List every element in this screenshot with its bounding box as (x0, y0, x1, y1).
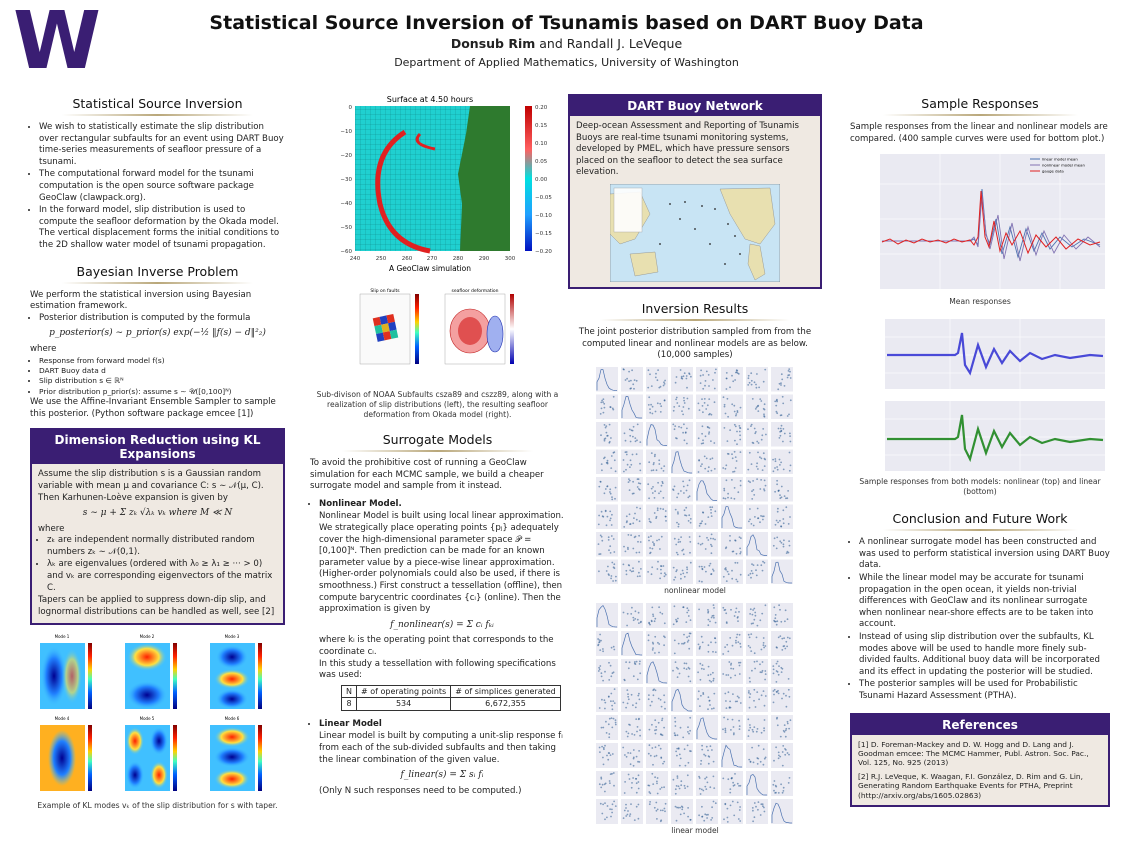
pairplot-cell (746, 771, 768, 796)
pairplot-cell (621, 367, 643, 392)
inversion-text: The joint posterior distribution sampled from from the computed linear and nonlinear models are as below. (10,000 samples) (578, 326, 812, 361)
pairplot-cell (696, 799, 718, 824)
surrogate-rule (342, 450, 533, 452)
bip-body (30, 290, 285, 421)
pairplot-cell (671, 659, 693, 684)
pairplot-cell (721, 659, 743, 684)
table-header-row (342, 685, 561, 698)
pairplot-cell (671, 743, 693, 768)
conclusion-title: Conclusion and Future Work (892, 511, 1068, 527)
pairplot-cell (746, 532, 768, 557)
pairplot-cell (596, 477, 618, 502)
deformation-title: seafloor deformation (451, 289, 499, 294)
pairplot-cell (646, 449, 668, 474)
kl-mode-1-label: Mode 1 (54, 634, 70, 640)
pairplot-cell (596, 799, 618, 824)
pairplot-cell (621, 504, 643, 529)
bip-intro: We perform the statistical inversion using Bayesian estimation framework. (30, 289, 252, 312)
table-cell-simplices: 6,672,355 (451, 698, 561, 711)
linear-pairplot (595, 602, 795, 826)
pairplot-cell (646, 394, 668, 419)
pairplot-cell (596, 659, 618, 684)
svg-text:nonlinear model mean: nonlinear model mean (1042, 162, 1085, 168)
poster-authors (180, 36, 953, 51)
svg-text:0.10: 0.10 (535, 141, 548, 147)
pairplot-cell (771, 659, 793, 684)
pairplot-cell (621, 743, 643, 768)
pairplot-cell (596, 422, 618, 447)
pairplot-cell (771, 687, 793, 712)
surrogate-intro: To avoid the prohibitive cost of running a GeoClaw simulation for each MCMC sample, we build a cheaper surrogate model and sample from it instead. (310, 458, 544, 492)
pairplot-cell (721, 477, 743, 502)
conclusion-bullet-3: • Instead of using slip distribution over the subfaults, KL modes above will be used to handle more finely sub-divided faults. Additional buoy data will be incorporated and its effect in updating the posterior will be studied. (859, 632, 1110, 678)
author-2: Randall J. LeVeque (566, 36, 683, 51)
pairplot-cell (646, 559, 668, 584)
pairplot-cell (771, 532, 793, 557)
pairplot-cell (771, 504, 793, 529)
pairplot-cell (771, 631, 793, 656)
pairplot-cell (621, 771, 643, 796)
conclusion-rule (883, 529, 1078, 531)
subfault-caption: Sub-divison of NOAA Subfaults csza89 and cszz89, along with a realization of slip distributions (left), the resulting seafloor deformation from Okada model (right). (316, 390, 559, 419)
bip-where: where (30, 343, 57, 354)
pairplot-cell (771, 715, 793, 740)
conclusion-bullet-4: • The posterior samples will be used for Probabilistic Tsunami Hazard Assessment (PTHA). (859, 679, 1110, 702)
table-cell-ops: 534 (356, 698, 450, 711)
sample-responses-title: Sample Responses (921, 96, 1039, 111)
inversion-title: Inversion Results (641, 300, 749, 316)
pairplot-cell (596, 771, 618, 796)
kl-mode-4 (40, 716, 92, 791)
dart-map (610, 184, 780, 282)
nonlinear-p1: Nonlinear Model is built using local linear approximation. We strategically place operating points {pⱼ} adequately cover the high-dimensional parameter space 𝒫 = [0,100]ᴺ. Then prediction can be made for an known parameter value by a piece-wise linear approximation. (Higher-order polynomials could also be used, if there is smoothness.) First construct a tessellation (offline), then compute barycentric coordinates {cᵢ} (online). Then the approximation is given by (319, 511, 564, 615)
pairplot-cell (721, 504, 743, 529)
kl-bullet-2: • λₖ are eigenvalues (ordered with λ₀ ≥ λ₁ ≥ ··· > 0) and vₖ are corresponding eigenvectors of the matrix C. (47, 559, 277, 594)
pairplot-cell (721, 799, 743, 824)
svg-text:linear model mean: linear model mean (1042, 156, 1078, 162)
svg-text:−40: −40 (340, 201, 352, 207)
bip-title: Bayesian Inverse Problem (76, 263, 239, 279)
linear-samples-plot (850, 397, 1110, 477)
uw-logo (8, 10, 106, 72)
svg-text:−30: −30 (340, 177, 352, 183)
kl-mode-6 (210, 716, 262, 791)
svg-text:0.15: 0.15 (535, 123, 548, 129)
svg-text:−60: −60 (340, 249, 352, 255)
pairplot-cell (696, 504, 718, 529)
mean-responses-plot (850, 149, 1110, 297)
ssi-body (30, 122, 285, 252)
pairplot-cell (746, 394, 768, 419)
svg-text:0.00: 0.00 (535, 177, 548, 183)
pairplot-cell (646, 504, 668, 529)
pairplot-cell (596, 631, 618, 656)
svg-text:−0.15: −0.15 (535, 231, 552, 237)
pairplot-cell (746, 715, 768, 740)
pairplot-cell (671, 477, 693, 502)
references-body (852, 735, 1108, 805)
table-head-ops: # of operating points (356, 685, 450, 698)
kl-box (30, 428, 285, 625)
pairplot-cell (696, 449, 718, 474)
kl-equation: s ∼ μ + Σ zₖ √λₖ vₖ where M ≪ N (82, 508, 233, 519)
pairplot-cell (746, 422, 768, 447)
pairplot-cell (646, 659, 668, 684)
pairplot-cell (646, 477, 668, 502)
pairplot-cell (621, 687, 643, 712)
author-1: Donsub Rim (450, 36, 536, 51)
dart-body (570, 116, 820, 287)
bip-where-1: • Response from forward model f(s) (39, 356, 285, 365)
pairplot-cell (721, 687, 743, 712)
pairplot-cell (671, 504, 693, 529)
pairplot-cell (646, 687, 668, 712)
pairplot-cell (696, 367, 718, 392)
svg-text:−0.10: −0.10 (535, 213, 552, 219)
sample-responses-caption: Sample responses from both models: nonlinear (top) and linear (bottom) (859, 477, 1101, 497)
table-row (342, 698, 561, 711)
svg-text:240: 240 (349, 256, 361, 262)
pairplot-cell (646, 743, 668, 768)
svg-text:260: 260 (401, 256, 413, 262)
subfault-figure (310, 286, 565, 386)
kl-bullet-1: • zₖ are independent normally distributed random numbers zₖ ∼ 𝒩(0,1). (47, 535, 277, 558)
pairplot-cell (671, 559, 693, 584)
pairplot-cell (771, 559, 793, 584)
linear-body (310, 731, 565, 797)
dart-box (568, 94, 822, 289)
kl-mode-3 (210, 634, 262, 709)
kl-mode-6-label: Mode 6 (224, 716, 240, 722)
table-cell-n: 8 (342, 698, 357, 711)
ssi-bullet-3: • In the forward model, slip distribution is used to compute the seafloor deformation by the Okada model. The vertical displacement forms the initial conditions to the 2D shallow water model of tsunami propagation. (39, 205, 285, 251)
svg-text:0.20: 0.20 (535, 105, 548, 111)
pairplot-cell (621, 394, 643, 419)
pairplot-cell (746, 367, 768, 392)
svg-text:gauge data: gauge data (1042, 168, 1064, 174)
linear-p1: Linear model is built by computing a unit-slip response fᵢ from each of the sub-divided subfaults and then taking the linear combination of the given value. (319, 731, 563, 765)
surface-title: Surface at 4.50 hours (386, 95, 474, 104)
pairplot-cell (671, 799, 693, 824)
conclusion-bullet-1: • A nonlinear surrogate model has been constructed and was used to perform statistical inversion using DART Buoy data. (859, 537, 1110, 572)
pairplot-cell (746, 631, 768, 656)
poster-title: Statistical Source Inversion of Tsunamis based on DART Buoy Data (209, 12, 924, 34)
pairplot-cell (621, 477, 643, 502)
pairplot-cell (621, 631, 643, 656)
pairplot-cell (771, 743, 793, 768)
svg-text:−10: −10 (340, 129, 352, 135)
references-box (850, 713, 1110, 807)
author-separator: and (539, 36, 563, 51)
pairplot-cell (721, 559, 743, 584)
bip-bullet-1: • Posterior distribution is computed by the formula (39, 313, 285, 325)
pairplot-cell (671, 603, 693, 628)
kl-mode-1 (40, 634, 92, 709)
pairplot-cell (596, 449, 618, 474)
pairplot-cell (621, 715, 643, 740)
pairplot-cell (696, 603, 718, 628)
nonlinear-body (310, 511, 565, 711)
pairplot-cell (596, 532, 618, 557)
svg-text:−0.05: −0.05 (535, 195, 552, 201)
ssi-bullet-2: • The computational forward model for the tsunami computation is the open source software package GeoClaw (clawpack.org). (39, 169, 285, 204)
bip-where-2: • DART Buoy data d (39, 366, 285, 375)
pairplot-cell (771, 799, 793, 824)
kl-modes-caption: Example of KL modes vₖ of the slip distribution for s with taper. (37, 801, 278, 811)
column-4 (850, 96, 1110, 807)
kl-mode-2 (125, 634, 177, 709)
pairplot-cell (696, 659, 718, 684)
surface-colorbar (525, 106, 532, 251)
svg-text:250: 250 (375, 256, 387, 262)
pairplot-cell (596, 715, 618, 740)
svg-text:280: 280 (452, 256, 464, 262)
subfault-slip-plot (360, 288, 419, 364)
pairplot-cell (746, 449, 768, 474)
svg-text:0: 0 (348, 105, 352, 111)
pairplot-cell (746, 477, 768, 502)
pairplot-cell (721, 367, 743, 392)
tessellation-table (341, 685, 561, 711)
svg-text:−0.20: −0.20 (535, 249, 552, 255)
kl-mode-5-label: Mode 5 (139, 716, 155, 722)
references-title: References (852, 715, 1108, 735)
pairplot-cell (721, 449, 743, 474)
pairplot-cell (596, 559, 618, 584)
pairplot-cell (721, 715, 743, 740)
inversion-rule (600, 319, 791, 321)
bip-equation: p_posterior(s) ∼ p_prior(s) exp(−½ ‖f(s) − d‖²₂) (49, 328, 266, 339)
pairplot-cell (671, 449, 693, 474)
pairplot-cell (696, 532, 718, 557)
svg-text:300: 300 (504, 256, 516, 262)
svg-text:−20: −20 (340, 153, 352, 159)
column-2 (310, 94, 565, 797)
pairplot-cell (646, 603, 668, 628)
surrogate-title: Surrogate Models (382, 432, 493, 447)
pairplot-cell (621, 659, 643, 684)
svg-text:−50: −50 (340, 225, 352, 231)
nonlinear-pairplot-label: nonlinear model (664, 585, 726, 595)
subfault-slip-title: Slip on faults (370, 289, 400, 294)
kl-taper: Tapers can be applied to suppress down-dip slip, and lognormal distributions can be handled as well, see [2] (38, 595, 275, 617)
pairplot-cell (696, 771, 718, 796)
pairplot-cell (771, 422, 793, 447)
pairplot-cell (746, 743, 768, 768)
pairplot-cell (721, 771, 743, 796)
nonlinear-title: • Nonlinear Model. (319, 499, 565, 511)
seafloor-deformation-plot (445, 288, 514, 364)
pairplot-cell (721, 394, 743, 419)
pairplot-cell (596, 367, 618, 392)
pairplot-cell (671, 771, 693, 796)
bip-where-3: • Slip distribution s ∈ ℝᴺ (39, 376, 285, 385)
column-3 (568, 94, 822, 836)
pairplot-cell (771, 771, 793, 796)
pairplot-cell (771, 603, 793, 628)
pairplot-cell (621, 603, 643, 628)
pairplot-cell (746, 603, 768, 628)
nonlinear-pairplot (595, 366, 795, 586)
svg-text:0.05: 0.05 (535, 159, 548, 165)
pairplot-cell (671, 631, 693, 656)
pairplot-cell (721, 631, 743, 656)
kl-where: where (38, 523, 65, 534)
pairplot-cell (721, 422, 743, 447)
kl-mode-3-label: Mode 3 (224, 634, 240, 640)
linear-equation: f_linear(s) = Σ sᵢ fᵢ (400, 770, 484, 781)
pairplot-cell (621, 449, 643, 474)
reference-2: [2] R.J. LeVeque, K. Waagan, F.I. González, D. Rim and G. Lin, Generating Random Earthquake Events for PTHA, Preprint (http://arxiv.org/abs/1605.02863) (858, 771, 1083, 800)
pairplot-cell (696, 394, 718, 419)
nonlinear-p3: In this study a tessellation with following specifications was used: (319, 658, 556, 681)
pairplot-cell (721, 603, 743, 628)
pairplot-cell (596, 504, 618, 529)
kl-title: Dimension Reduction using KL Expansions (32, 430, 283, 464)
pairplot-cell (721, 743, 743, 768)
bip-sampler: We use the Affine-Invariant Ensemble Sampler to sample this posterior. (Python software package emcee [1]) (30, 397, 276, 419)
ssi-bullet-1: • We wish to statistically estimate the slip distribution over rectangular subfaults for an event using DART Buoy time-series measurements of seafloor pressure of a tsunami. (39, 122, 285, 168)
nonlinear-p2: where kᵢ is the operating point that corresponds to the coordinate cᵢ. (319, 635, 554, 657)
pairplot-cell (621, 532, 643, 557)
nonlinear-equation: f_nonlinear(s) = Σ cᵢ fₖᵢ (390, 619, 494, 630)
uw-logo-letter: W (12, 10, 102, 72)
pairplot-cell (596, 687, 618, 712)
pairplot-cell (746, 504, 768, 529)
surface-caption: A GeoClaw simulation (388, 264, 472, 273)
pairplot-cell (696, 687, 718, 712)
pairplot-cell (771, 367, 793, 392)
pairplot-cell (696, 743, 718, 768)
pairplot-cell (746, 659, 768, 684)
pairplot-cell (646, 715, 668, 740)
conclusion-bullet-2: • While the linear model may be accurate for tsunami propagation in the open ocean, it yields non-trivial differences with GeoClaw and its nonlinear surrogate when nonlinear near-shore effects are to be taken into account. (859, 573, 1110, 631)
bip-rule (62, 282, 253, 284)
pairplot-cell (621, 422, 643, 447)
pairplot-cell (646, 799, 668, 824)
sample-responses-rule (883, 114, 1078, 116)
kl-mode-4-label: Mode 4 (54, 716, 70, 722)
svg-text:290: 290 (478, 256, 490, 262)
pairplot-cell (721, 532, 743, 557)
pairplot-cell (596, 394, 618, 419)
kl-modes-figure (30, 631, 285, 801)
pairplot-cell (696, 422, 718, 447)
pairplot-cell (646, 631, 668, 656)
mean-responses-label: Mean responses (949, 297, 1011, 307)
pairplot-cell (771, 394, 793, 419)
pairplot-cell (671, 394, 693, 419)
table-head-simplices: # of simplices generated (451, 685, 561, 698)
pairplot-cell (621, 559, 643, 584)
pairplot-cell (596, 603, 618, 628)
pairplot-cell (746, 687, 768, 712)
kl-mode-5 (125, 716, 177, 791)
dart-text: Deep-ocean Assessment and Reporting of Tsunamis Buoys are real-time tsunami monitoring systems, developed by PMEL, which have pressure sensors placed on the seafloor to detect the sea surface elevation. (576, 121, 800, 178)
surface-plot (310, 94, 565, 274)
reference-1: [1] D. Foreman-Mackey and D. W. Hogg and D. Lang and J. Goodman emcee: The MCMC Hammer, Publ. Astron. Soc. Pac., Vol. 125, No. 925 (2013) (858, 739, 1089, 768)
surrogate-body (310, 458, 565, 797)
pairplot-cell (646, 771, 668, 796)
pairplot-cell (746, 559, 768, 584)
pairplot-cell (771, 477, 793, 502)
kl-body (32, 464, 283, 623)
kl-intro: Assume the slip distribution s is a Gaussian random variable with mean μ and covariance C: s ∼ 𝒩(μ, C). Then Karhunen-Loève expansion is given by (38, 469, 264, 503)
kl-mode-2-label: Mode 2 (139, 634, 155, 640)
ssi-rule (62, 114, 253, 116)
pairplot-cell (696, 559, 718, 584)
pairplot-cell (671, 422, 693, 447)
linear-pairplot-label: linear model (671, 825, 719, 835)
ssi-title: Statistical Source Inversion (72, 96, 243, 111)
affiliation: Department of Applied Mathematics, University of Washington (394, 56, 739, 69)
pairplot-cell (746, 799, 768, 824)
table-head-n: N (342, 685, 357, 698)
dart-title: DART Buoy Network (570, 96, 820, 116)
pairplot-cell (671, 715, 693, 740)
pairplot-cell (671, 687, 693, 712)
pairplot-cell (646, 367, 668, 392)
pairplot-cell (596, 743, 618, 768)
pairplot-cell (671, 367, 693, 392)
svg-text:270: 270 (426, 256, 438, 262)
pairplot-cell (646, 532, 668, 557)
pairplot-cell (696, 715, 718, 740)
nonlinear-samples-plot (850, 315, 1110, 395)
sample-responses-text: Sample responses from the linear and nonlinear models are compared. (400 sample curves were used for bottom plot.) (850, 122, 1108, 144)
pairplot-cell (646, 422, 668, 447)
linear-p2: (Only N such responses need to be computed.) (319, 785, 522, 796)
linear-title: • Linear Model (319, 719, 565, 731)
pairplot-cell (696, 477, 718, 502)
column-1 (30, 96, 285, 811)
bip-where-4: • Prior distribution p_prior(s): assume s ∼ 𝒰([0,100]ᴺ) (39, 387, 285, 396)
pairplot-cell (696, 631, 718, 656)
pairplot-cell (671, 532, 693, 557)
pairplot-cell (771, 449, 793, 474)
conclusion-body (850, 537, 1110, 702)
pairplot-cell (621, 799, 643, 824)
